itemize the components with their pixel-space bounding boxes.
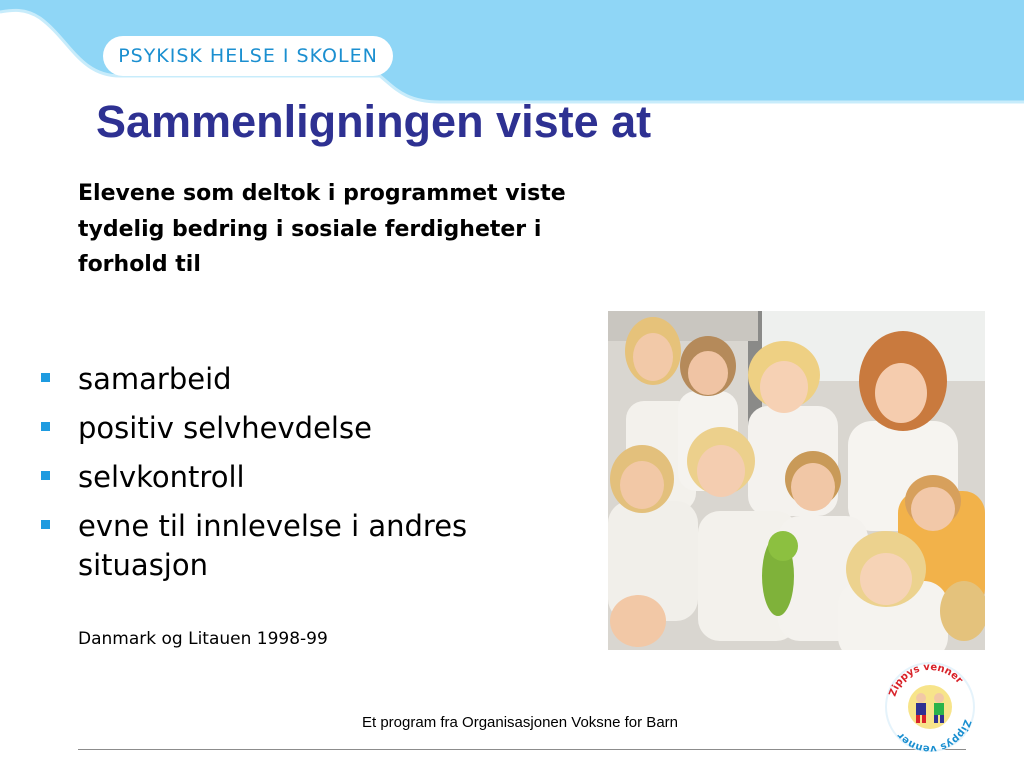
bullet-item [40,360,580,399]
zippys-venner-logo [874,660,986,754]
logo-text-top: Zippys venner [887,661,965,699]
bullet-square-icon [41,422,50,431]
footer-divider [78,749,966,750]
bullet-square-icon [41,520,50,529]
bullet-item [40,409,580,448]
bullet-text: positiv selvhevdelse [78,411,372,445]
bullet-text: evne til innlevelse i andres situasjon [78,509,468,582]
group-of-children-photo [608,311,985,650]
bullet-item [40,507,580,585]
brand-label: PSYKISK HELSE I SKOLEN [118,45,378,67]
logo-text-bottom: Zippys venner [895,717,973,754]
footer-text: Et program fra Organisasjonen Voksne for Barn [362,714,678,731]
bullet-square-icon [41,373,50,382]
source-note: Danmark og Litauen 1998-99 [78,629,328,649]
bullet-text: selvkontroll [78,460,245,494]
slide-title: Sammenligningen viste at [96,96,652,147]
bullet-text: samarbeid [78,362,232,396]
bullet-square-icon [41,471,50,480]
bullet-list [40,360,580,595]
intro-text: Elevene som deltok i programmet viste tydelig bedring i sosiale ferdigheter i forhold til [78,181,566,277]
bullet-item [40,458,580,497]
